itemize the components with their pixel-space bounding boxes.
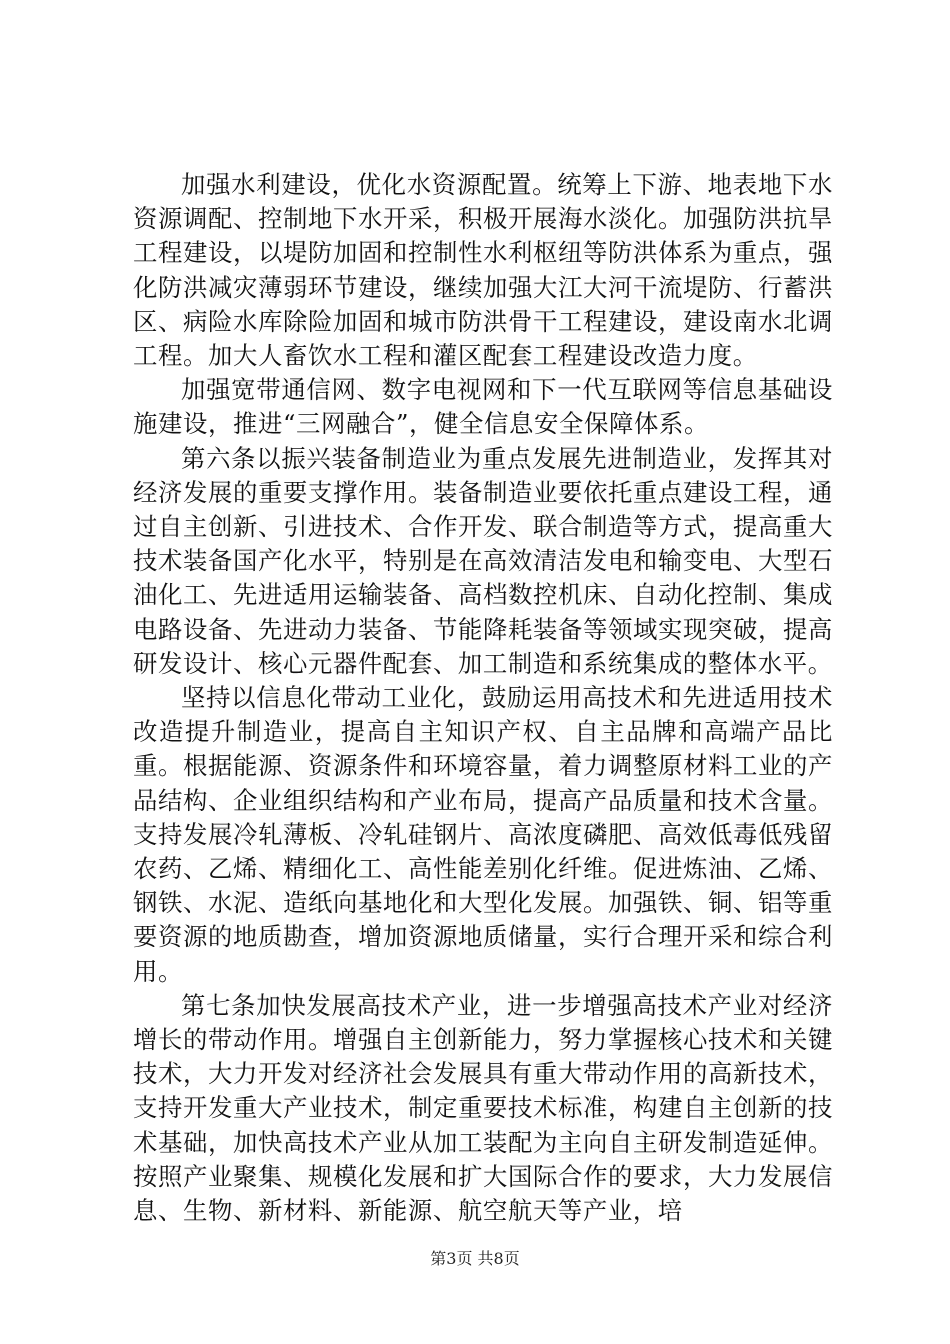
paragraph-broadband-network: 加强宽带通信网、数字电视网和下一代互联网等信息基础设施建设，推进“三网融合”，健全信息安全保障体系。: [133, 375, 833, 439]
paragraph-informatization: 坚持以信息化带动工业化，鼓励运用高技术和先进适用技术改造提升制造业，提高自主知识产权、自主品牌和高端产品比重。根据能源、资源条件和环境容量，着力调整原材料工业的产品结构、企业组织结构和产业布局，提高产品质量和技术含量。支持发展冷轧薄板、冷轧硅钢片、高浓度磷肥、高效低毒低残留农药、乙烯、精细化工、高性能差别化纤维。促进炼油、乙烯、钢铁、水泥、造纸向基地化和大型化发展。加强铁、铜、铝等重要资源的地质勘查，增加资源地质储量，实行合理开采和综合利用。: [133, 683, 833, 986]
document-body: [133, 168, 833, 1228]
paragraph-article-six: 第六条以振兴装备制造业为重点发展先进制造业，发挥其对经济发展的重要支撑作用。装备制造业要依托重点建设工程，通过自主创新、引进技术、合作开发、联合制造等方式，提高重大技术装备国产化水平，特别是在高效清洁发电和输变电、大型石油化工、先进适用运输装备、高档数控机床、自动化控制、集成电路设备、先进动力装备、节能降耗装备等领域实现突破，提高研发设计、核心元器件配套、加工制造和系统集成的整体水平。: [133, 443, 833, 678]
paragraph-article-seven: 第七条加快发展高技术产业，进一步增强高技术产业对经济增长的带动作用。增强自主创新能力，努力掌握核心技术和关键技术，大力开发对经济社会发展具有重大带动作用的高新技术，支持开发重大产业技术，制定重要技术标准，构建自主创新的技术基础，加快高技术产业从加工装配为主向自主研发制造延伸。按照产业聚集、规模化发展和扩大国际合作的要求，大力发展信息、生物、新材料、新能源、航空航天等产业，培: [133, 990, 833, 1226]
page-footer: 第3页 共8页: [430, 1249, 520, 1268]
paragraph-water-conservancy: 加强水利建设，优化水资源配置。统筹上下游、地表地下水资源调配、控制地下水开采，积极开展海水淡化。加强防洪抗旱工程建设，以堤防加固和控制性水利枢纽等防洪体系为重点，强化防洪减灾薄弱环节建设，继续加强大江大河干流堤防、行蓄洪区、病险水库除险加固和城市防洪骨干工程建设，建设南水北调工程。加大人畜饮水工程和灌区配套工程建设改造力度。: [133, 170, 833, 371]
